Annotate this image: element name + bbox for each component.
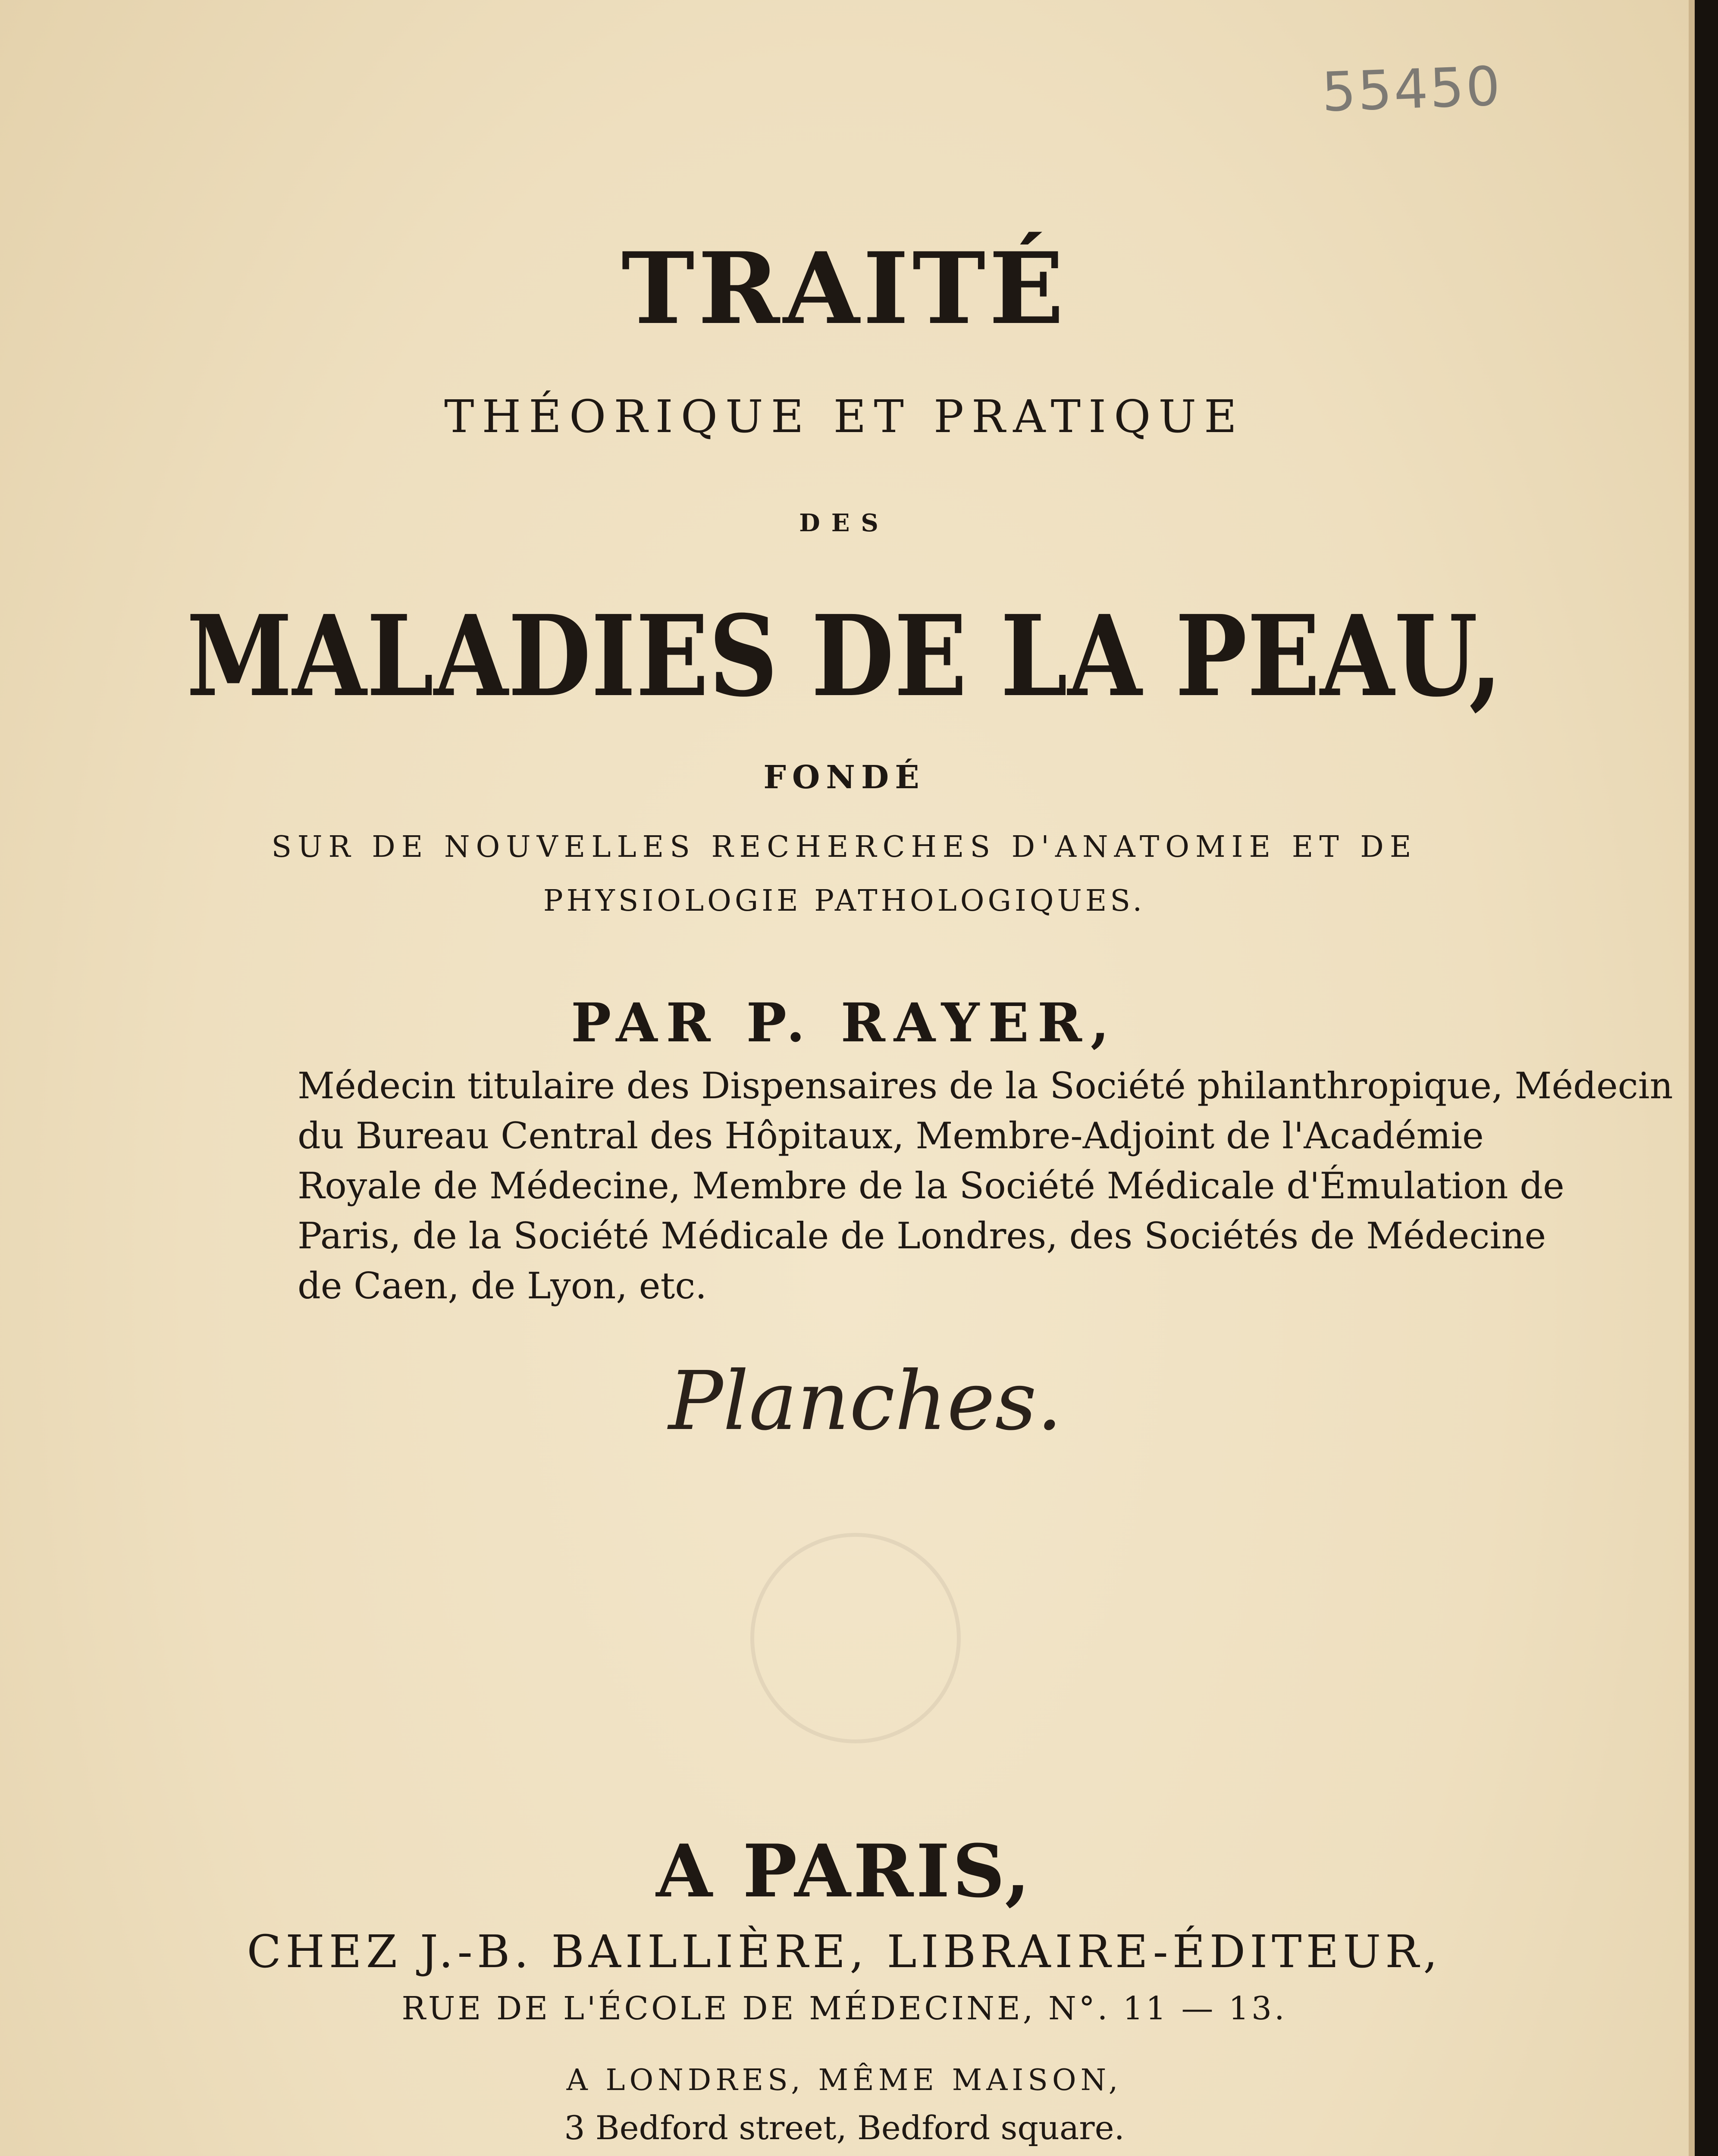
imprint-london-house: A LONDRES, MÊME MAISON, bbox=[566, 2063, 1122, 2097]
title-subject: MALADIES DE LA PEAU, bbox=[186, 591, 1502, 721]
title-main: TRAITÉ bbox=[621, 231, 1068, 346]
author-credentials-line: de Caen, de Lyon, etc. bbox=[298, 1265, 707, 1307]
basis-line-2: PHYSIOLOGIE PATHOLOGIQUES. bbox=[543, 884, 1146, 918]
author-credentials-line: Médecin titulaire des Dispensaires de la Société philanthropique, Médecin bbox=[298, 1065, 1673, 1107]
basis-line-1: SUR DE NOUVELLES RECHERCHES D'ANATOMIE ET DE bbox=[271, 830, 1417, 864]
title-connector: DES bbox=[799, 509, 890, 537]
basis-heading: FONDÉ bbox=[763, 759, 925, 796]
imprint-city: A PARIS, bbox=[656, 1828, 1033, 1914]
author-credentials-line: Royale de Médecine, Membre de la Société Médicale d'Émulation de bbox=[298, 1165, 1564, 1207]
author-credentials-line: du Bureau Central des Hôpitaux, Membre-Adjoint de l'Académie bbox=[298, 1115, 1484, 1157]
imprint-london-address: 3 Bedford street, Bedford square. bbox=[564, 2109, 1125, 2147]
faded-library-stamp bbox=[750, 1533, 961, 1743]
accession-number: 55450 bbox=[1320, 55, 1503, 124]
author-credentials-line: Paris, de la Société Médicale de Londres, des Sociétés de Médecine bbox=[298, 1215, 1546, 1257]
imprint-address: RUE DE L'ÉCOLE DE MÉDECINE, N°. 11 — 13. bbox=[401, 1990, 1287, 2027]
imprint-publisher: CHEZ J.-B. BAILLIÈRE, LIBRAIRE-ÉDITEUR, bbox=[247, 1925, 1442, 1978]
title-subtitle: THÉORIQUE ET PRATIQUE bbox=[444, 390, 1245, 443]
handwritten-note: Planches. bbox=[668, 1354, 1063, 1448]
author-name: PAR P. RAYER, bbox=[571, 992, 1118, 1054]
